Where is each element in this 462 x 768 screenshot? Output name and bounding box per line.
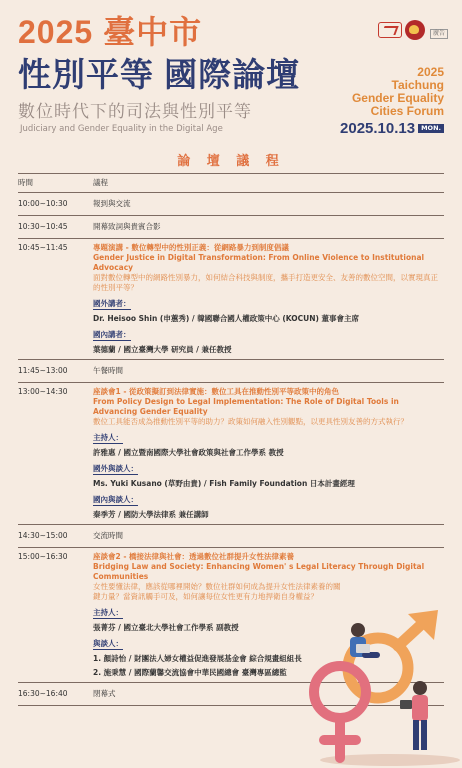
- gender-symbols-illustration: [300, 600, 462, 768]
- table-row: [18, 383, 444, 525]
- row-program: 閉幕式: [93, 689, 116, 698]
- organizer-logos: [378, 20, 448, 40]
- role-label: 國外與談人：: [93, 464, 138, 473]
- session-description: 女性要懂法律，應該從哪裡開始？數位社群如何成為提升女性法律素養的關鍵力量？當資訊觸手可及，如何讓每位女性更有力地捍衛自身權益？: [93, 582, 341, 601]
- panelist: 1. 顏詩怡 / 財團法人婦女權益促進發展基金會 綜合規畫組組長: [93, 654, 302, 663]
- row-time: 11:45~13:00: [18, 366, 68, 375]
- row-time: 16:30~16:40: [18, 689, 68, 698]
- role-label: 與談人：: [93, 639, 123, 648]
- header-program: 議程: [93, 178, 108, 187]
- moderator: 張菁芬 / 國立臺北大學社會工作學系 副教授: [93, 623, 239, 632]
- forum-line: Taichung: [391, 78, 444, 92]
- header-time: 時間: [18, 178, 33, 187]
- role-label: 主持人：: [93, 433, 123, 442]
- forum-line: Cities Forum: [370, 104, 444, 118]
- session-description: 數位工具能否成為推動性別平等的助力？政策如何融入性別觀點，以更具性別友善的方式執行？: [93, 417, 408, 426]
- female-symbol-icon: [314, 666, 366, 758]
- session-title: 座談會1 - 從政策擬訂到法律實施：數位工具在推動性別平等政策中的角色: [93, 387, 340, 396]
- table-row: [18, 360, 444, 383]
- row-program: 開幕致詞與貴賓合影: [93, 222, 161, 231]
- row-time: 15:00~16:30: [18, 552, 68, 561]
- session-title-en: Bridging Law and Society: Enhancing Women' s Legal Literacy Through Digital Communities: [93, 562, 425, 581]
- row-time: 10:30~10:45: [18, 222, 68, 231]
- row-time: 13:00~14:30: [18, 387, 68, 396]
- forum-line: Gender Equality: [351, 91, 444, 105]
- role-label: 國內講者：: [93, 330, 131, 339]
- panelist: 2. 施秉慧 / 國際蘭馨交流協會中華民國總會 臺灣專區總監: [93, 668, 287, 677]
- row-program: 午餐時間: [93, 366, 123, 375]
- row-time: 10:45~11:45: [18, 243, 68, 252]
- forum-date: [340, 121, 444, 136]
- table-row: [18, 525, 444, 548]
- session-title-en: From Policy Design to Legal Implementation: The Role of Digital Tools in Advancing Gender Equality: [93, 397, 399, 416]
- subtitle-en: Judiciary and Gender Equality in the Digital Age: [20, 124, 223, 134]
- moderator: 許雅惠 / 國立暨南國際大學社會政策與社會工作學系 教授: [93, 448, 284, 457]
- date-text: 2025.10.13: [340, 120, 416, 137]
- gender-logo-icon: [405, 20, 425, 40]
- row-program: 交流時間: [93, 531, 123, 540]
- forum-english-name: [294, 66, 444, 118]
- speaker: 葉德蘭 / 國立臺灣大學 研究員 / 兼任教授: [93, 345, 232, 354]
- role-label: 國外講者：: [93, 299, 131, 308]
- session-title: 座談會2 - 橋接法律與社會：透過數位社群提升女性法律素養: [93, 552, 295, 561]
- title-year: 2025 臺中市: [18, 14, 203, 50]
- subtitle-zh: 數位時代下的司法與性別平等: [18, 102, 252, 122]
- page-title: 性別平等 國際論壇: [18, 56, 301, 93]
- row-time: 14:30~15:00: [18, 531, 68, 540]
- role-label: 國內與談人：: [93, 495, 138, 504]
- agenda-title: 論 壇 議 程: [177, 154, 285, 169]
- row-time: 10:00~10:30: [18, 199, 68, 208]
- session-description: 面對數位轉型中的網路性別暴力，如何結合科技與制度，攜手打造更安全、友善的數位空間，以實現真正的性別平等？: [93, 273, 438, 292]
- session-panel-1: [77, 383, 444, 524]
- city-logo-icon: [378, 22, 402, 38]
- speaker: Dr. Heisoo Shin (申蕙秀) / 韓國聯合國人權政策中心 (KOCUN) 董事會主席: [93, 314, 360, 323]
- table-header-row: [18, 173, 444, 193]
- row-program: 報到與交流: [93, 199, 131, 208]
- forum-line: 2025: [417, 65, 444, 79]
- table-row: [18, 216, 444, 239]
- ad-badge: 廣告: [430, 29, 448, 39]
- day-badge: MON.: [418, 124, 444, 134]
- table-row: [18, 193, 444, 216]
- panelist: 秦季芳 / 國防大學法律系 兼任講師: [93, 510, 209, 519]
- panelist: Ms. Yuki Kusano (草野由貴) / Fish Family Foundation 日本計畫經理: [93, 479, 355, 488]
- session-keynote: [77, 239, 444, 359]
- role-label: 主持人：: [93, 608, 123, 617]
- session-title: 專題演講 - 數位轉型中的性別正義：從網路暴力到制度倡議: [93, 243, 289, 252]
- session-title-en: Gender Justice in Digital Transformation: From Online Violence to Institutional Advocacy: [93, 253, 425, 272]
- table-row: [18, 239, 444, 360]
